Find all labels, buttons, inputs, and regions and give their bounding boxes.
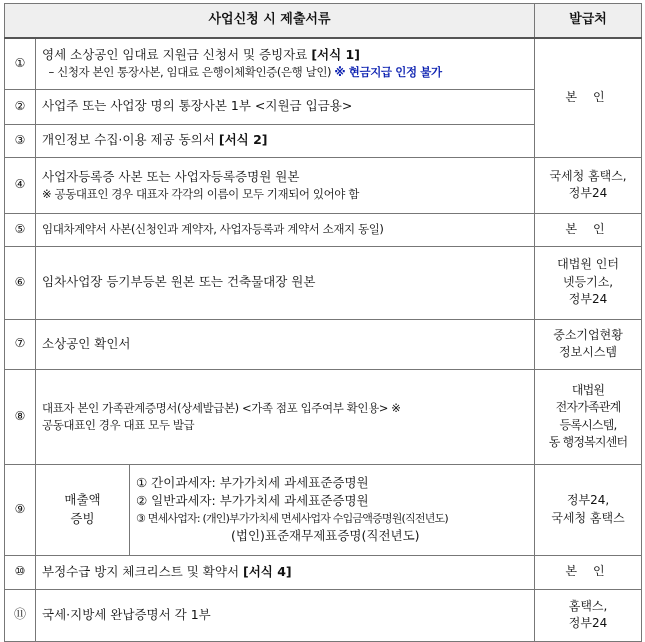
document-cell: 소상공인 확인서	[36, 319, 535, 369]
row-number: ⑨	[5, 464, 36, 555]
issuer-cell	[535, 157, 642, 213]
row-number: ①	[5, 38, 36, 89]
form-reference: [서식 1]	[311, 47, 360, 63]
table-row	[5, 38, 642, 89]
issuer-line: 국세청 홈택스,	[549, 168, 627, 183]
issuer-cell: 본 인	[535, 555, 642, 589]
table-row	[5, 589, 642, 641]
issuer-line: 홈택스,	[568, 598, 608, 613]
table-row	[5, 464, 642, 555]
document-text: 부정수급 방지 체크리스트 및 확약서	[42, 563, 240, 579]
table-header	[5, 4, 642, 39]
row-number: ③	[5, 124, 36, 157]
document-cell: 임대차계약서 사본(신청인과 계약자, 사업자등록과 계약서 소재지 동일)	[36, 213, 535, 246]
issuer-line: 정부24,	[566, 493, 610, 508]
issuer-line: 정보시스템	[559, 345, 618, 359]
issuer-line: 정부24	[568, 292, 608, 307]
table-row	[5, 157, 642, 213]
row-number: ④	[5, 157, 36, 213]
document-cell	[130, 464, 535, 555]
issuer-cell	[535, 464, 642, 555]
submission-documents-table	[4, 3, 642, 642]
table-row	[5, 555, 642, 589]
table-row	[5, 319, 642, 369]
sales-proof-label	[36, 464, 130, 555]
row-number: ②	[5, 89, 36, 124]
table-row	[5, 246, 642, 319]
issuer-line: 대법원	[571, 382, 605, 397]
document-line: ② 일반과세자: 부가가치세 과세표준증명원	[136, 493, 369, 509]
document-subline	[42, 64, 528, 81]
document-cell	[36, 124, 535, 157]
issuer-line: 동 행정복지센터	[548, 434, 628, 449]
issuer-cell: 본 인	[535, 213, 642, 246]
document-subtext: – 신청자 본인 통장사본, 임대료 은행이체확인증(은행 날인)	[48, 65, 332, 80]
row-number: ⑩	[5, 555, 36, 589]
issuer-line: 등록시스템,	[559, 417, 617, 432]
document-cell: 국세·지방세 완납증명서 각 1부	[36, 589, 535, 641]
issuer-line: 전자가족관계	[555, 400, 621, 415]
header-documents: 사업신청 시 제출서류	[5, 4, 535, 39]
issuer-cell	[535, 589, 642, 641]
warning-note: ※ 현금지급 인정 불가	[334, 65, 442, 80]
document-line: 공동대표인 경우 대표 모두 발급	[42, 417, 195, 432]
document-text: 영세 소상공인 임대료 지원금 신청서 및 증빙자료	[42, 47, 308, 63]
document-cell	[36, 157, 535, 213]
label-line: 증빙	[70, 510, 95, 526]
document-cell	[36, 38, 535, 89]
document-line: 대표자 본인 가족관계증명서(상세발급본) <가족 점포 입주여부 확인용> ※	[42, 400, 401, 415]
issuer-line: 대법원 인터	[557, 257, 619, 272]
row-number: ⑪	[5, 589, 36, 641]
issuer-cell: 본 인	[535, 38, 642, 157]
row-number: ⑥	[5, 246, 36, 319]
document-line: 사업자등록증 사본 또는 사업자등록증명원 원본	[42, 168, 300, 184]
label-line: 매출액	[64, 492, 101, 508]
header-issuer: 발급처	[535, 4, 642, 39]
issuer-cell	[535, 319, 642, 369]
issuer-cell	[535, 246, 642, 319]
row-number: ⑤	[5, 213, 36, 246]
document-cell: 임차사업장 등기부등본 원본 또는 건축물대장 원본	[36, 246, 535, 319]
table-row	[5, 369, 642, 464]
document-line	[42, 46, 528, 64]
row-number: ⑦	[5, 319, 36, 369]
document-line: ① 간이과세자: 부가가치세 과세표준증명원	[136, 475, 369, 491]
issuer-cell	[535, 369, 642, 464]
form-reference: [서식 4]	[243, 563, 292, 579]
document-cell	[36, 369, 535, 464]
document-line: ③ 면세사업자: (개인)부가가치세 면세사업자 수입금액증명원(직전년도)	[136, 511, 448, 525]
issuer-line: 중소기업현황	[553, 327, 623, 342]
document-cell: 사업주 또는 사업장 명의 통장사본 1부 <지원금 입금용>	[36, 89, 535, 124]
form-reference: [서식 2]	[218, 132, 268, 148]
issuer-line: 정부24	[568, 186, 608, 200]
issuer-line: 국세청 홈택스	[551, 510, 625, 525]
table-row	[5, 213, 642, 246]
document-text: 개인정보 수집·이용 제공 동의서	[42, 132, 215, 148]
document-note: ※ 공동대표인 경우 대표자 각각의 이름이 모두 기재되어 있어야 함	[42, 186, 359, 201]
document-line: (법인)표준재무제표증명(직전년도)	[231, 527, 420, 543]
document-cell	[36, 555, 535, 589]
issuer-line: 정부24	[568, 616, 608, 630]
row-number: ⑧	[5, 369, 36, 464]
issuer-line: 넷등기소,	[562, 274, 614, 289]
